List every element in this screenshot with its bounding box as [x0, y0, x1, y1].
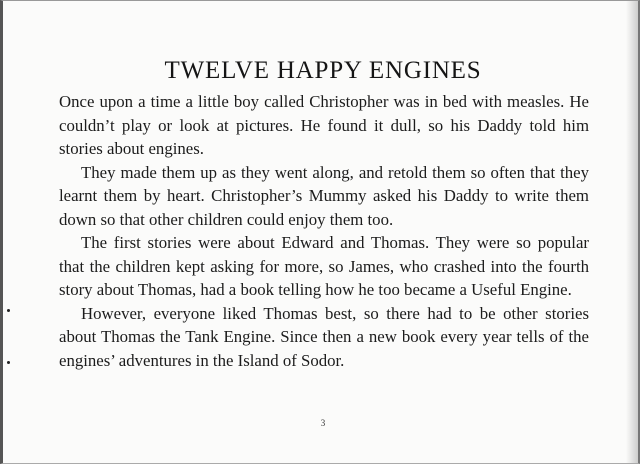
paragraph: The first stories were about Edward and Thomas. They were so popular that the children kept asking for more, so James, who crashed into the fourth story about Thomas, had a book telling how he too became a Useful Engine.	[59, 233, 589, 299]
margin-mark	[7, 361, 10, 364]
margin-mark	[7, 309, 10, 312]
paragraph: However, everyone liked Thomas best, so there had to be other stories about Thomas the Tank Engine. Since then a new book every year tells of the engines’ adventures in the Island of Sodor.	[59, 303, 589, 370]
paragraph: They made them up as they went along, and retold them so often that they learnt them by heart. Christopher’s Mummy asked his Daddy to write them down so that other children could enjoy them too.	[59, 162, 589, 229]
paragraph: Once upon a time a little boy called Christopher was in bed with measles. He couldn’t play or look at pictures. He found it dull, so his Daddy told him stories about engines.	[59, 92, 589, 158]
body-text	[59, 90, 589, 372]
page-number: 3	[320, 418, 326, 428]
page-title: TWELVE HAPPY ENGINES	[164, 57, 482, 84]
